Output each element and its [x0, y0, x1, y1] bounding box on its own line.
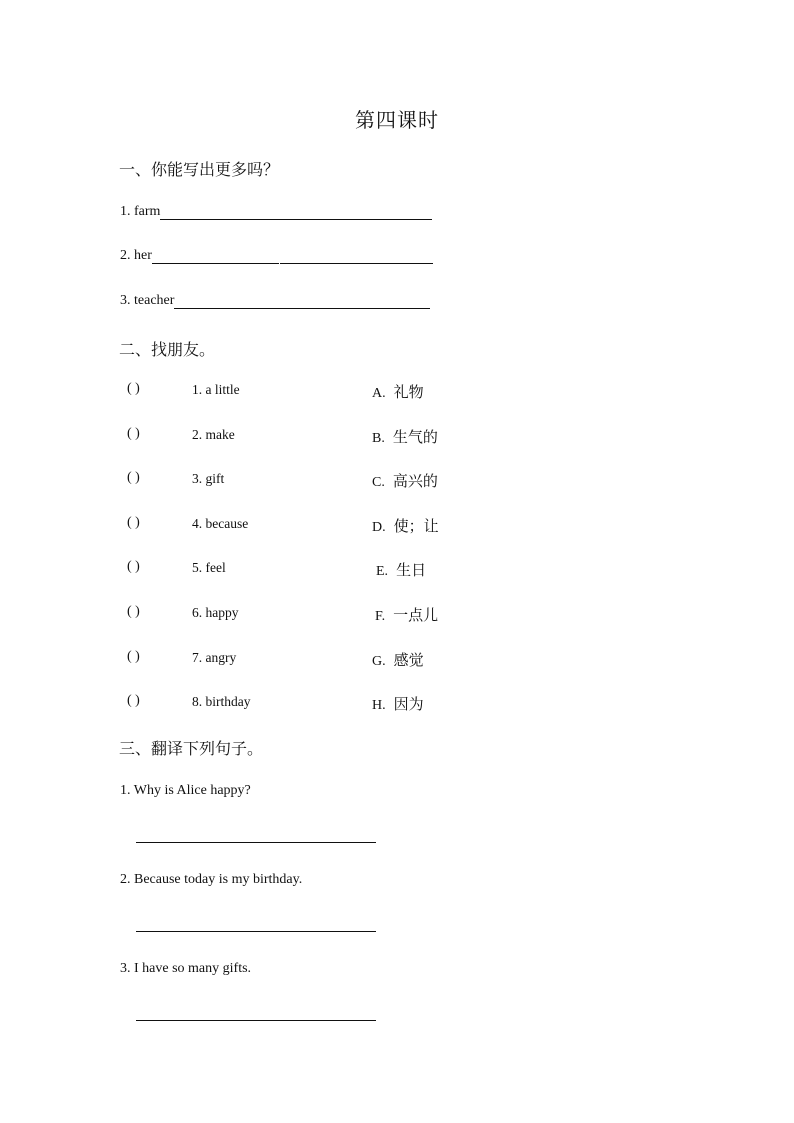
write-item-3-label: 3. teacher: [120, 293, 175, 308]
answer-paren[interactable]: ( ): [127, 604, 140, 619]
answer-paren[interactable]: ( ): [127, 515, 140, 530]
match-option: [372, 693, 424, 714]
match-option-text: 礼物: [393, 383, 424, 401]
answer-paren[interactable]: ( ): [127, 559, 140, 574]
match-word: 7. angry: [192, 650, 237, 665]
page-title: 第四课时: [355, 108, 439, 132]
match-option-letter: B.: [372, 431, 385, 446]
match-word: 8. birthday: [192, 694, 251, 709]
match-word: 1. a little: [192, 382, 240, 397]
match-option: [372, 470, 438, 491]
match-option: [372, 381, 424, 402]
match-option-text: 生日: [396, 561, 427, 579]
answer-line-3[interactable]: [136, 1020, 376, 1021]
match-option-letter: E.: [376, 564, 389, 579]
answer-paren[interactable]: ( ): [127, 426, 140, 441]
match-option-text: 因为: [393, 695, 424, 713]
write-item-1: [120, 204, 432, 220]
match-word: 5. feel: [192, 560, 226, 575]
write-item-2-blank-a[interactable]: [152, 249, 279, 264]
answer-paren[interactable]: ( ): [127, 693, 140, 708]
write-item-2-label: 2. her: [120, 248, 152, 263]
match-option-letter: F.: [375, 609, 386, 624]
section-2-heading: 二、找朋友。: [119, 340, 216, 359]
match-word: 3. gift: [192, 471, 225, 486]
match-option: [376, 559, 426, 580]
section-3-heading: 三、翻译下列句子。: [119, 739, 264, 758]
match-word: 4. because: [192, 516, 249, 531]
match-option-letter: D.: [372, 520, 386, 535]
write-item-2: [120, 248, 433, 264]
write-item-3: [120, 293, 430, 309]
match-option: [372, 649, 424, 670]
match-option-text: 感觉: [393, 651, 424, 669]
match-option: [372, 515, 439, 536]
answer-paren[interactable]: ( ): [127, 470, 140, 485]
match-option-text: 高兴的: [392, 472, 438, 490]
match-word: 2. make: [192, 427, 235, 442]
write-item-2-blank-b[interactable]: [280, 249, 433, 264]
write-item-1-label: 1. farm: [120, 204, 161, 219]
match-option: [372, 426, 438, 447]
match-word: 6. happy: [192, 605, 239, 620]
write-item-3-blank[interactable]: [174, 294, 430, 309]
match-option: [375, 604, 438, 625]
match-option-letter: C.: [372, 475, 385, 490]
match-option-letter: G.: [372, 654, 386, 669]
answer-line-1[interactable]: [136, 842, 376, 843]
answer-paren[interactable]: ( ): [127, 381, 140, 396]
section-1-heading: 一、你能写出更多吗？: [119, 160, 280, 179]
sentence-1: 1. Why is Alice happy?: [120, 783, 251, 798]
match-option-letter: A.: [372, 386, 386, 401]
match-option-text: 生气的: [392, 428, 438, 446]
match-option-text: 使；让: [393, 517, 439, 535]
match-option-letter: H.: [372, 698, 386, 713]
match-option-text: 一点儿: [393, 606, 439, 624]
answer-line-2[interactable]: [136, 931, 376, 932]
sentence-2: 2. Because today is my birthday.: [120, 872, 303, 887]
answer-paren[interactable]: ( ): [127, 649, 140, 664]
write-item-1-blank[interactable]: [160, 205, 432, 220]
sentence-3: 3. I have so many gifts.: [120, 961, 252, 976]
